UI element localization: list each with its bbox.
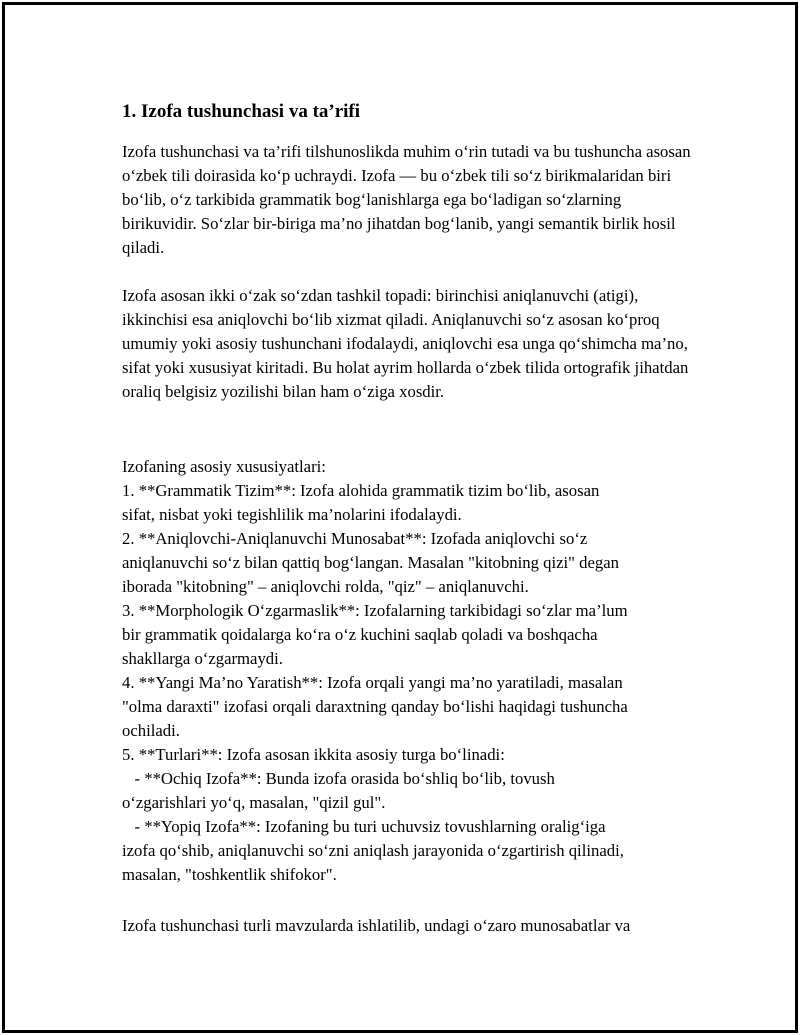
document-content	[122, 99, 692, 935]
list-line: iborada "kitobning" – aniqlovchi rolda, "qiz" – aniqlanuvchi.	[122, 577, 529, 596]
page-frame	[2, 2, 798, 1033]
list-line: shakllarga o‘zgarmaydi.	[122, 649, 283, 668]
list-line: 4. **Yangi Ma’no Yaratish**: Izofa orqali yangi ma’no yaratiladi, masalan	[122, 673, 623, 692]
list-heading: Izofaning asosiy xususiyatlari:	[122, 457, 326, 476]
list-line: "olma daraxti" izofasi orqali daraxtning qanday bo‘lishi haqidagi tushuncha	[122, 697, 628, 716]
list-line: 1. **Grammatik Tizim**: Izofa alohida grammatik tizim bo‘lib, asosan	[122, 481, 600, 500]
section-title: 1. Izofa tushunchasi va ta’rifi	[122, 101, 361, 122]
list-line: ochiladi.	[122, 721, 180, 740]
list-line: - **Yopiq Izofa**: Izofaning bu turi uchuvsiz tovushlarning oralig‘iga	[122, 817, 606, 836]
paragraph-definition: Izofa tushunchasi va ta’rifi tilshunoslikda muhim o‘rin tutadi va bu tushuncha asosan o‘zbek tili doirasida ko‘p uchraydi. Izofa — bu o‘zbek tili so‘z birikmalaridan biri bo‘lib, o‘z tarkibida grammatik bog‘lanishlarga ega bo‘ladigan so‘zlarning birikuvidir. So‘zlar bir-biriga ma’no jihatdan bog‘lanib, yangi semantik birlik hosil qiladi.	[122, 142, 691, 257]
list-line: masalan, "toshkentlik shifokor".	[122, 865, 337, 884]
list-line: 2. **Aniqlovchi-Aniqlanuvchi Munosabat**: Izofada aniqlovchi so‘z	[122, 529, 588, 548]
list-line: 3. **Morphologik O‘zgarmaslik**: Izofalarning tarkibidagi so‘zlar ma’lum	[122, 601, 628, 620]
list-line: 5. **Turlari**: Izofa asosan ikkita asosiy turga bo‘linadi:	[122, 745, 505, 764]
list-line: aniqlanuvchi so‘z bilan qattiq bog‘langan. Masalan "kitobning qizi" degan	[122, 553, 619, 572]
list-line: sifat, nisbat yoki tegishlilik ma’nolarini ifodalaydi.	[122, 505, 462, 524]
list-line: izofa qo‘shib, aniqlanuvchi so‘zni aniqlash jarayonida o‘zgartirish qilinadi,	[122, 841, 624, 860]
list-line: bir grammatik qoidalarga ko‘ra o‘z kuchini saqlab qoladi va boshqacha	[122, 625, 598, 644]
paragraph-usage: Izofa tushunchasi turli mavzularda ishlatilib, undagi o‘zaro munosabatlar va	[122, 916, 631, 935]
features-list	[122, 455, 692, 887]
paragraph-structure: Izofa asosan ikki o‘zak so‘zdan tashkil topadi: birinchisi aniqlanuvchi (atigi), ikkinchisi esa aniqlovchi bo‘lib xizmat qiladi. Aniqlanuvchi so‘z asosan ko‘proq umumiy yoki asosiy tushunchani ifodalaydi, aniqlovchi esa unga qo‘shimcha ma’no, sifat yoki xususiyat kiritadi. Bu holat ayrim hollarda o‘zbek tilida ortografik jihatdan oraliq belgisiz yozilishi bilan ham o‘ziga xosdir.	[122, 286, 689, 401]
list-line: - **Ochiq Izofa**: Bunda izofa orasida bo‘shliq bo‘lib, tovush	[122, 769, 555, 788]
list-line: o‘zgarishlari yo‘q, masalan, "qizil gul".	[122, 793, 386, 812]
